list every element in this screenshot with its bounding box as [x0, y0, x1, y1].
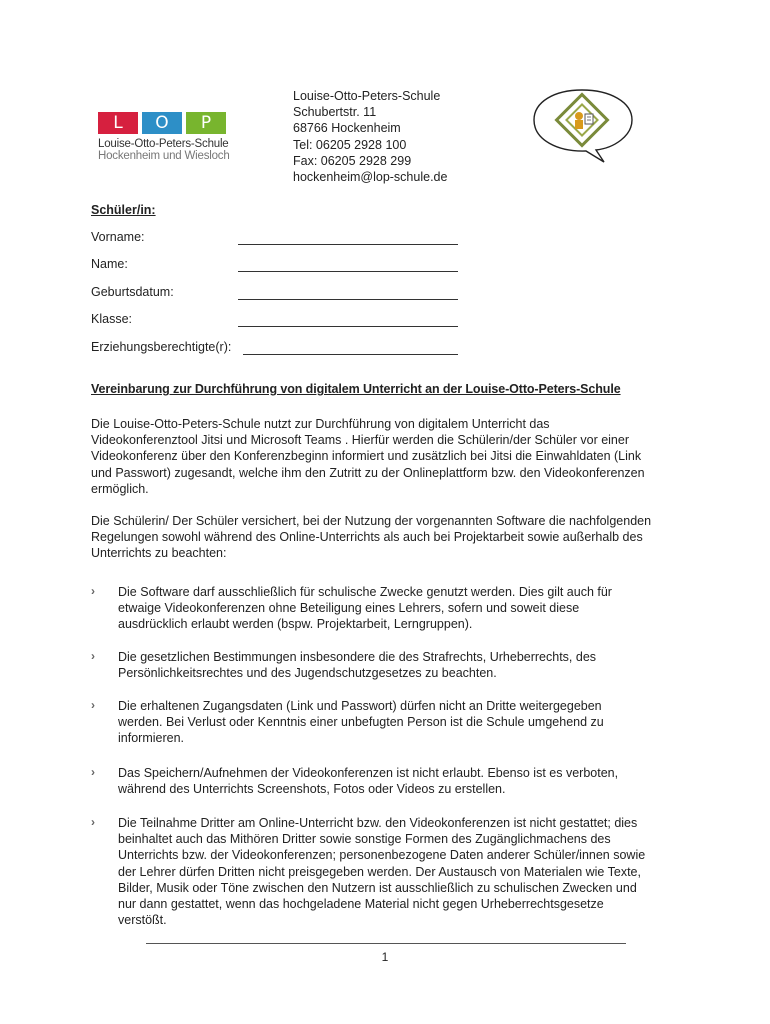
address-email: hockenheim@lop-schule.de: [293, 170, 448, 185]
rule-line: während des Unterrichts Screenshots, Fotos oder Videos zu erstellen.: [118, 782, 506, 797]
chevron-right-icon: ›: [91, 584, 95, 598]
rule-line: der Lehrer dürfen Dritten nicht preisgegeben werden. Der Austausch von Materialen wie Texte,: [118, 864, 641, 879]
commitment-line: Regelungen sowohl während des Online-Unterrichts als auch bei Projektarbeit sowie außerhalb des: [91, 530, 643, 545]
rule-line: informieren.: [118, 731, 184, 746]
rule-line: etwaige Videokonferenzen ohne Beteiligung eines Lehrers, sofern und soweit diese: [118, 601, 580, 616]
rule-line: Unterrichts bzw. der Videokonferenzen; personenbezogene Daten anderer Schüler/innen sowie: [118, 848, 646, 863]
intro-line: Videokonferenztool Jitsi und Microsoft Teams . Hierfür werden die Schülerin/der Schüler vor einer: [91, 433, 629, 448]
intro-line: Die Louise-Otto-Peters-Schule nutzt zur Durchführung von digitalem Unterricht das: [91, 417, 550, 431]
speech-bubble-emblem-icon: [528, 86, 636, 164]
address-street: Schubertstr. 11: [293, 105, 377, 120]
chevron-right-icon: ›: [91, 698, 95, 712]
rule-line: nur dann gestattet, wenn das hochgeladene Material nicht gegen Urheberrechtsgesetze: [118, 897, 604, 912]
guardian-line[interactable]: [243, 354, 458, 355]
rule-line: ausdrücklich erlaubt werden (bspw. Projektarbeit, Lerngruppen).: [118, 617, 473, 632]
rule-text: [118, 765, 686, 797]
intro-line: Videokonferenz über den Konferenzbeginn informiert und zusätzlich bei Jitsi die Einwahldaten (Link: [91, 449, 642, 464]
intro-line: ermöglich.: [91, 481, 149, 496]
address-tel: Tel: 06205 2928 100: [293, 137, 407, 152]
rule-line: Das Speichern/Aufnehmen der Videokonferenzen ist nicht erlaubt. Ebenso ist es verboten,: [118, 766, 619, 780]
rule-line: Die erhaltenen Zugangsdaten (Link und Passwort) dürfen nicht an Dritte weitergegeben: [118, 699, 602, 713]
first-name-line[interactable]: [238, 244, 458, 245]
chevron-right-icon: ›: [91, 815, 95, 829]
agreement-heading: Vereinbarung zur Durchführung von digitalem Unterricht an der Louise-Otto-Peters-Schule: [91, 382, 621, 396]
last-name-line[interactable]: [238, 271, 458, 272]
rule-line: werden. Bei Verlust oder Kenntnis einer unbefugten Person ist die Schule umgehend zu: [118, 715, 604, 730]
birthdate-label: Geburtsdatum:: [91, 285, 174, 299]
rule-text: [118, 584, 686, 633]
class-label: Klasse:: [91, 312, 132, 326]
rule-text: [118, 698, 686, 747]
first-name-label: Vorname:: [91, 230, 145, 244]
intro-line: und Passwort) zugesandt, welche ihm den Zutritt zu der Onlineplattform bzw. den Videokonferenzen: [91, 465, 645, 480]
chevron-right-icon: ›: [91, 649, 95, 663]
chevron-right-icon: ›: [91, 765, 95, 779]
school-logo: [98, 112, 238, 163]
rule-line: Bilder, Musik oder Töne zwischen den Nutzern ist ausschließlich zu schulischen Zwecken und: [118, 880, 637, 895]
rule-line: verstößt.: [118, 913, 167, 928]
logo-letter-p: P: [186, 112, 226, 134]
rule-line: Persönlichkeitsrechtes und des Jugendschutzgesetzes zu beachten.: [118, 666, 497, 681]
logo-school-name: Louise-Otto-Peters-Schule: [98, 138, 229, 150]
logo-letters: [98, 112, 238, 134]
rule-text: [118, 649, 686, 681]
commitment-line: Unterrichts zu beachten:: [91, 546, 227, 561]
logo-letter-o: O: [142, 112, 182, 134]
rule-line: Die Teilnahme Dritter am Online-Unterricht bzw. den Videokonferenzen ist nicht gestattet; dies: [118, 816, 638, 830]
guardian-label: Erziehungsberechtigte(r):: [91, 340, 232, 354]
intro-paragraph: [91, 416, 691, 497]
last-name-label: Name:: [91, 257, 128, 271]
commitment-paragraph: [91, 513, 691, 562]
student-section-title: Schüler/in:: [91, 203, 156, 217]
rule-line: beinhaltet auch das Mithören Dritter sowie sonstige Formen des Zugänglichmachens des: [118, 832, 611, 847]
logo-locations: Hockenheim und Wiesloch: [98, 150, 230, 162]
footer-divider: [146, 943, 626, 944]
rule-text: [118, 815, 686, 928]
logo-letter-l: L: [98, 112, 138, 134]
rule-line: Die Software darf ausschließlich für schulische Zwecke genutzt werden. Dies gilt auch für: [118, 585, 612, 599]
rule-line: Die gesetzlichen Bestimmungen insbesondere die des Strafrechts, Urheberrechts, des: [118, 650, 597, 664]
class-line[interactable]: [238, 326, 458, 327]
address-city: 68766 Hockenheim: [293, 121, 401, 136]
page-number: 1: [381, 950, 389, 964]
birthdate-line[interactable]: [238, 299, 458, 300]
address-fax: Fax: 06205 2928 299: [293, 153, 412, 168]
school-address: [293, 88, 447, 185]
address-school: Louise-Otto-Peters-Schule: [293, 89, 441, 103]
commitment-line: Die Schülerin/ Der Schüler versichert, bei der Nutzung der vorgenannten Software die nachfolgenden: [91, 514, 652, 528]
